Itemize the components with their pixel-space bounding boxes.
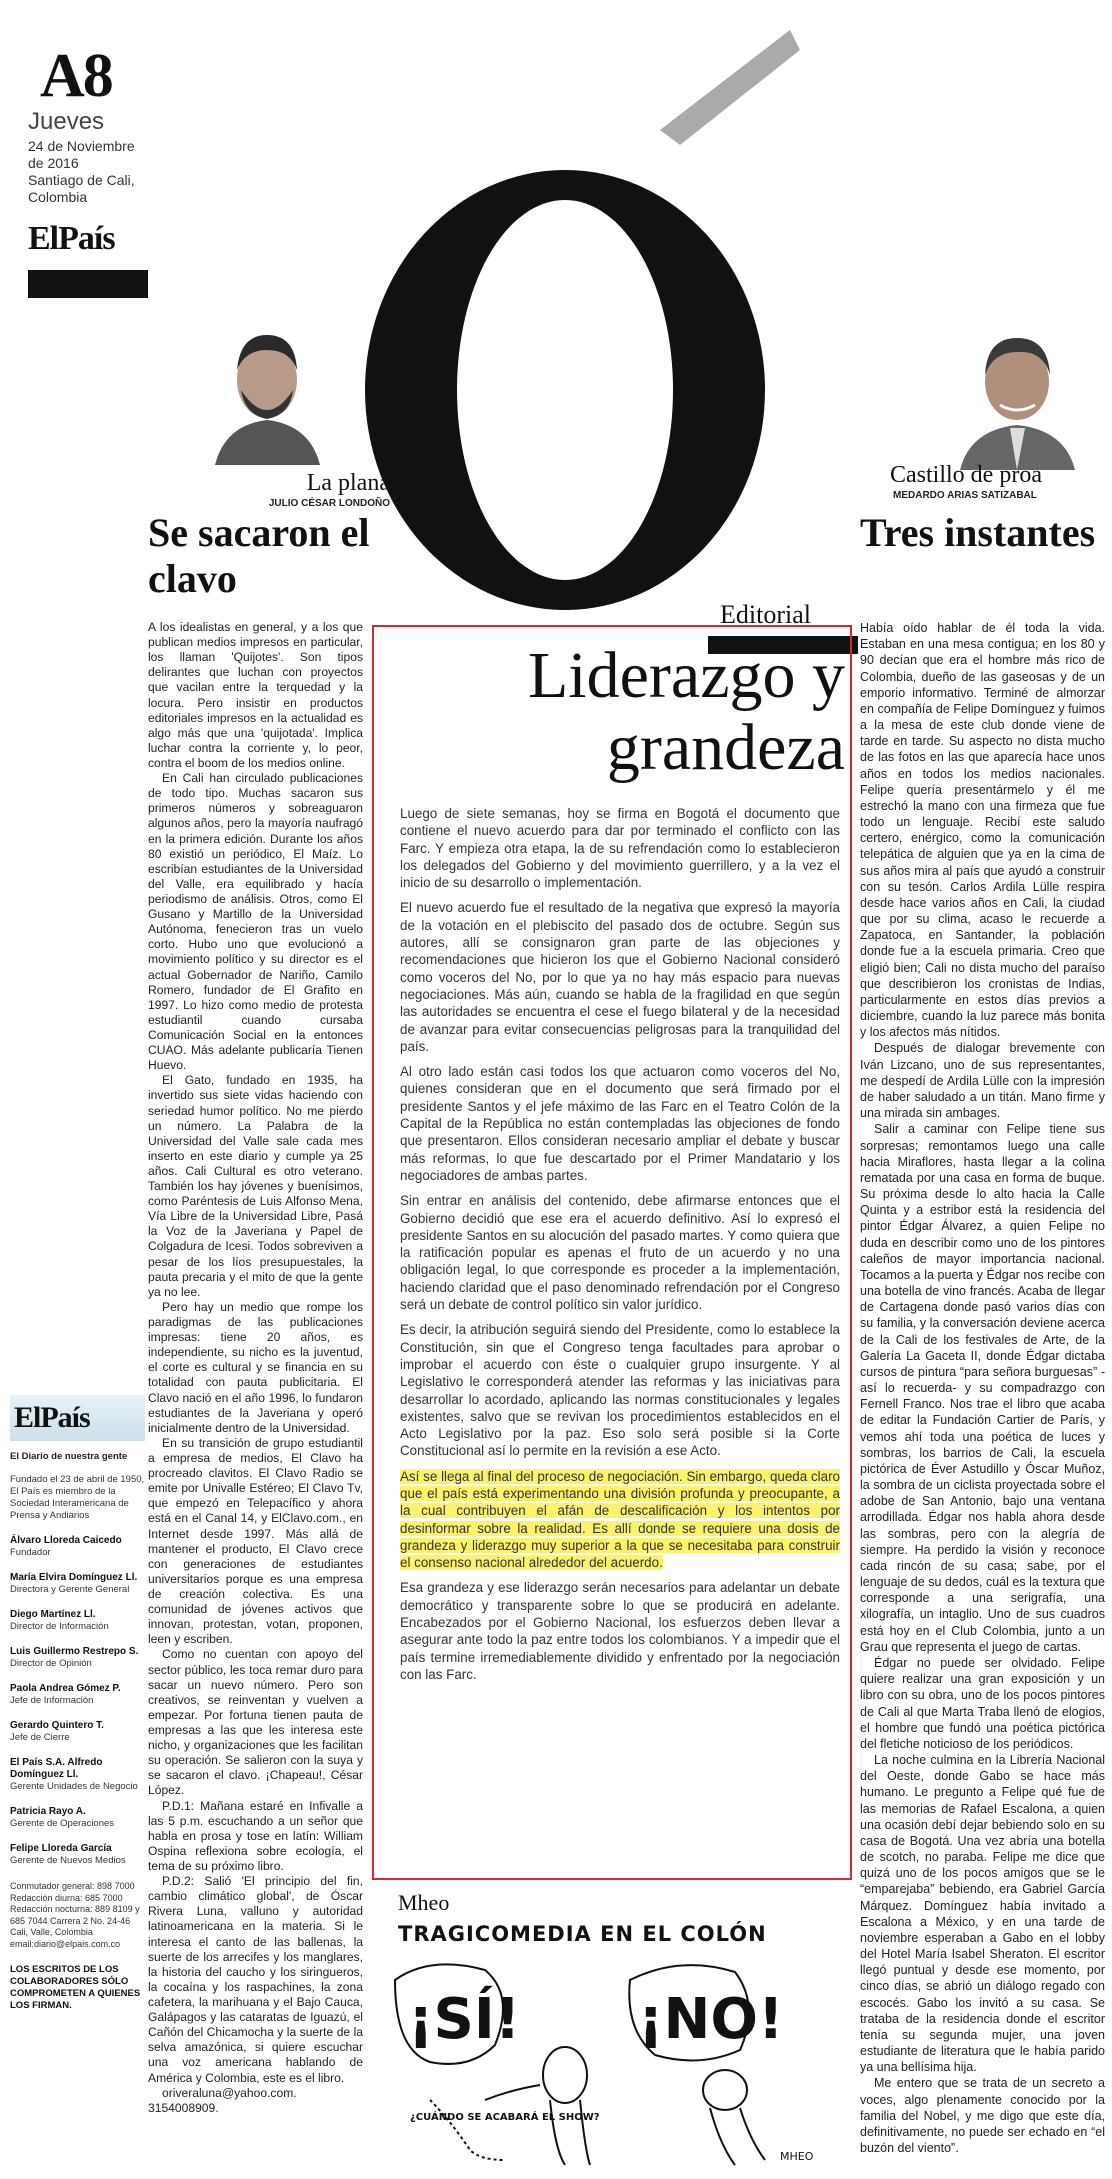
sidebar-logo: ElPaís: [10, 1395, 145, 1441]
paragraph: Salir a caminar con Felipe tiene sus sorpresas; remontamos luego una calle hacia Miraflores, hasta llegar a la colina rematada por una casa en forma de buque. Su próxima desde lo alto hacia la Calle Quinta y a estribor está la residencia del pintor Édgar Álvarez, a quien Felipe no duda en describir como uno de los pintores caleños de mayor importancia nacional. Tocamos a la puerta y Édgar nos recibe con una botella de vino francés. Acaba de llegar de Cartagena donde pasó varios días con su familia, y la conversación deviene acerca de la Cali de los festivales de Arte, de la Galería La Gaceta II, donde Édgar dictaba cursos de pintura “para señora burguesas” -así lo recuerda- y su compadrazgo con Fernell Franco. Nos trae el libro que acaba de editar la Fundación Cartier de París, y vemos ahí toda una poética de luces y sombras, los barrios de Cali, la escuela pictórica de Éver Astudillo y Óscar Muñoz, la sombra de un ciclista proyectada sobre el adobe de San Antonio, bajo una ventana arrodillada. Édgar nos habla ahora desde las sombras, pero con la alegría de siempre. Ha perdido la visión y reconoce cada rincón de su casa; sabe, por el lenguaje de su dedos, cuál es la textura que corresponde a una serigrafía, una xilografía, un intaglio. Uno de sus cuadros está hoy en el Club Colombia, junto a un Grau que representa el juego de cartas.: [860, 1122, 1105, 1654]
author-right: MEDARDO ARIAS SATIZABAL: [893, 490, 1037, 501]
columnist-photo-left: [205, 315, 330, 465]
editorial-body: [400, 805, 840, 1691]
staff-entry: Álvaro Lloreda Caicedo Fundador: [10, 1535, 122, 1558]
staff-entry: María Elvira Domínguez Ll. Directora y Gerente General: [10, 1572, 138, 1595]
paragraph: El nuevo acuerdo fue el resultado de la negativa que expresó la mayoría de la votación en el plebiscito del pasado dos de octubre. Según sus autores, allí se consignaron gran parte de las objeciones y recomendaciones que hicieron los que el Gobierno Nacional consideró como voceros del No, por lo que ya no hay más espacio para nuevas negociaciones. Más aún, cuando se habla de la fragilidad en que según las autoridades se encuentra el cese el fuego bilateral y de la necesidad de avanzar para evitar consecuencias peligrosas para la tranquilidad del país.: [400, 900, 840, 1054]
date-line: Santiago de Cali,: [28, 172, 135, 188]
paragraph: Édgar no puede ser olvidado. Felipe quiere realizar una gran exposición y un libro con su obra, uno de los pocos pintores de Cali al que Marta Traba llenó de elogios, el hombre que fundó una poética pictórica del fletiche noticioso de los periódicos.: [860, 1656, 1105, 1751]
cartoon-signature: Mheo: [398, 1890, 450, 1915]
paragraph: Me entero que se trata de un secreto a voces, algo plenamente conocido por la familia del Nobel, y me digo que este día, definitivamente, no puede ser echado en “el buzón del viento”.: [860, 2076, 1105, 2156]
staff-entry: Paola Andrea Gómez P. Jefe de Información: [10, 1683, 121, 1706]
weekday: Jueves: [28, 108, 105, 135]
newspaper-logo: ElPaís: [28, 220, 115, 257]
paragraph: A los idealistas en general, y a los que publican medios impresos en particular, los llaman 'Quijotes'. Son tipos delirantes que luchan con proyectos que vacilan entre la terquedad y la locura. Pero insistir en productos editoriales impresos en la actualidad es algo más que una 'quijotada'. Implica luchar contra la corriente y, lo peor, contra el boom de los medios online.: [148, 620, 363, 770]
paragraph: Como no cuentan con apoyo del sector público, les toca remar duro para sacar un nuevo número. Pero son creativos, se reinventan y vuelven a empezar. Por fortuna tienen pauta de empresas a las que les interesa este nicho, y organizaciones que les facilitan su operación. Se salieron con la suya y se sacaron el clavo. ¡Chapeau!, César López.: [148, 1647, 363, 1798]
staff-entry: Diego Martínez Ll. Director de Información: [10, 1609, 109, 1632]
section-letter-text: O: [330, 30, 331, 31]
paragraph: La noche culmina en la Librería Nacional del Oeste, donde Gabo se hace más humano. Le pregunto a Felipe qué fue de las memorias de Rafael Escalona, a quien una ocasión debí dejar bebiendo solo en su casa de Bogotá. Una vez abría una botella de scotch, no paraba. Felipe me dice que quizá uno de los pocos amigos que se le “emparejaba” bebiendo, era Gabriel García Márquez. Domínguez había invitado a Escalona a México, y en una tarde de noviembre esperaban a Gabo en el lobby del Hotel María Isabel Sheraton. El escritor llegó puntual y desde ese momento, por cinco días, se abrió un diálogo regado con escocés. Gabo los invitó a su casa. Se trataba de la residencia donde el escritor tenía su segunda mujer, una joven estudiante de literatura que le había parido ya una bellísima hija.: [860, 1753, 1105, 2075]
cartoon-title: TRAGICOMEDIA EN EL COLÓN: [398, 1922, 767, 1946]
paragraph: P.D.1: Mañana estaré en Infivalle a las 5 p.m. escuchando a un señor que habla en prosa y tose en latín: William Ospina reflexiona sobre ecología, el tema de su próximo libro.: [148, 1798, 363, 1873]
editorial-title: Liderazgo y grandeza: [527, 639, 845, 784]
paragraph: Después de dialogar brevemente con Iván Lizcano, uno de sus representantes, me despedí de Ardila Lülle con la impresión de haber saludado a un titán. Mano firme y una mirada sin ambages.: [860, 1041, 1105, 1121]
phone: 3154008909.: [148, 2100, 219, 2115]
staff-entry: Luis Guillermo Restrepo S. Director de Opinión: [10, 1646, 139, 1669]
editorial-label: Editorial: [720, 600, 811, 629]
staff-entry: Patricia Rayo A. Gerente de Operaciones: [10, 1806, 115, 1829]
headline-right: Tres instantes: [860, 510, 1096, 555]
date-line: de 2016: [28, 155, 79, 171]
sidebar-contact: Conmutador general: 898 7000 Redacción diurna: 685 7000 Redacción nocturna: 889 8109 y 685 7044 Carrera 2 No. 24-46 Cali, Valle, Colombia email:diario@elpais.com.co: [10, 1881, 140, 1949]
staff-entry: Gerardo Quintero T. Jefe de Cierre: [10, 1720, 104, 1743]
paragraph: Había oído hablar de él toda la vida. Estaban en una mesa contigua; en los 80 y 90 decían que era el hombre más rico de Colombia, dueño de las gaseosas y de un emporio informativo. Terminé de almorzar en compañía de Felipe Domínguez y fuimos a la mesa de este club donde viene de tarde en tarde. Su aspecto no dista mucho de las fotos en las que aparecía hace unos años en todos los medios nacionales. Felipe quería presentármelo y él me estrechó la mano con una firmeza que fue todo un lenguaje. Recibí este saludo certero, enérgico, como la comunicación telepática de alguien que ya en la cima de sus años mira al país que ayudó a construir con su tesón. Carlos Ardila Lülle respira desde hace varios años en Cali, la ciudad que por su clima, acaso le recuerde a Zapatoca, en Santander, la población donde fue a la escuela primaria. Creo que eligió bien; Cali no dista mucho del paraíso que describieron los cronistas de Indias, particularmente en estos días previos a diciembre, cuando la luz parece más bonita y los afectos más nítidos.: [860, 621, 1105, 1040]
left-column-body: [148, 620, 363, 2116]
sidebar-founded: Fundado el 23 de abril de 1950, El País es miembro de la Sociedad Interamericana de Prensa y Andiarios: [10, 1474, 145, 1521]
right-column-body: [860, 620, 1105, 2156]
paragraph: P.D.2: Salió 'El principio del fin, cambio climático global', de Óscar Rivera Luna, valluno y autoridad latinoamericana en la materia. Si le interesa el canto de las ballenas, la suerte de los arrecifes y los manglares, la historia del caucho y los siringueros, la cocaína y los raspachines, la zona cafetera, la marihuana y el Bajo Cauca, Galápagos y las cataratas de Iguazú, el Cañón del Chicamocha y la suerte de la selva amazónica, si quiere escuchar una voz americana hablando de América y Colombia, este es el libro.: [148, 1874, 363, 2085]
cartoon-speech-si: ¡SÍ!: [408, 1987, 521, 2052]
page-number: A8: [40, 42, 112, 110]
headline-left: Se sacaron el clavo: [148, 510, 370, 601]
paragraph: Pero hay un medio que rompe los paradigmas de las publicaciones impresas: tiene 20 años, es independiente, su nicho es la juventud, el corte es cultural y se financia en su totalidad con pauta publicitaria. El Clavo nació en el año 1996, lo fundaron estudiantes de la Javeriana y operó inicialmente dentro de la Universidad.: [148, 1299, 363, 1435]
paragraph: Es decir, la atribución seguirá siendo del Presidente, como lo establece la Constitución, sin que el Congreso tenga facultades para aprobar o improbar el acuerdo con éste o cualquier grupo insurgente. Y al Legislativo le corresponderá atender las reformas y las iniciativas para desarrollar lo acordado, aplicando las normas constitucionales y legales existentes, salvo que se revivan los procedimientos establecidos en el Acto Legislativo por la paz. Eso solo será posible si la Corte Constitucional así lo permite en la revisión a ese Acto.: [400, 1322, 840, 1459]
highlighted-paragraph: Así se llega al final del proceso de negociación. Sin embargo, queda claro que el país está experimentando una división profunda y preocupante, a la cual contribuyen el afán de descalificación y los intentos por desinformar sobre la realidad. Es allí donde se requiere una dosis de grandeza y liderazgo muy superior a la que se necesitaba para construir el consenso nacional alrededor del acuerdo.: [400, 1468, 840, 1571]
paragraph: En su transición de grupo estudiantil a empresa de medios, El Clavo ha procreado clavitos. El Clavo Radio se emite por Univalle Estéreo; El Clavo Tv, que empezó en Telepacífico y ahora está en el Canal 14, y ElClavo.com., en Internet desde 1997. Más allá de mantener el producto, El Clavo crece con generaciones de estudiantes universitarios porque es una empresa de creación colectiva. Es una comunidad de jóvenes activos que innovan, protestan, votan, proponen, leen y escriben.: [148, 1435, 363, 1647]
paragraph: Luego de siete semanas, hoy se firma en Bogotá el documento que contiene el nuevo acuerdo para dar por terminado el conflicto con las Farc. Y empieza otra etapa, la de su refrendación como lo establecieron los delegados del Gobierno y del movimiento guerrillero, y a la vez el inicio de su desarrollo o implementación.: [400, 806, 840, 891]
sidebar-disclaimer: LOS ESCRITOS DE LOS COLABORADORES SÓLO COMPROMETEN A QUIENES LOS FIRMAN.: [10, 1964, 141, 2011]
staff-entry: Felipe Lloreda García Gerente de Nuevos Medios: [10, 1843, 126, 1866]
cartoon-drawing: [390, 1950, 850, 2170]
cartoon-caption: ¿CUÁNDO SE ACABARÁ EL SHOW?: [410, 2112, 600, 2123]
masthead-sidebar: [10, 1395, 145, 2012]
paragraph: Esa grandeza y ese liderazgo serán necesarios para adelantar un debate democrático y transparente sobre lo que se producirá en adelante. Encabezados por el Gobierno Nacional, los esfuerzos deben llevar a asegurar ante todo la paz entre todos los colombianos. Y a impedir que el país termine irremediablemente dividido y enfrentado por la negociación con las Farc.: [400, 1580, 840, 1682]
cartoon-speech-no: ¡NO!: [638, 1987, 784, 2052]
paragraph: El Gato, fundado en 1935, ha invertido sus siete vidas haciendo con seriedad humor político. No me pierdo un número. La Palabra de la Universidad del Valle sale cada mes inserto en este diario y cumple ya 25 años. Cali Cultural es otro veterano. También los hay jóvenes y buenísimos, como Paréntesis de Luis Alfonso Mena, Vía Libre de la Universidad Libre, Pasá la Voz de la Javeriana y Papel de Colgadura de Icesi. Todos sobreviven a pesar de los líos presupuestales, la pauta precaria y el mito de que la gente ya no lee.: [148, 1073, 363, 1299]
sidebar-tagline: El Diario de nuestra gente: [10, 1451, 128, 1462]
dateline: [28, 138, 168, 206]
column-name-left: La plana: [306, 470, 390, 496]
paragraph: Sin entrar en análisis del contenido, debe afirmarse entonces que el Gobierno decidió que ese era el acuerdo definitivo. Así lo expresó el presidente Santos en su alocución del pasado martes. Y como quiera que la ratificación popular es apenas el fruto de un acuerdo y no una obligación legal, lo que corresponde es proceder a la implementación, haciendo claridad que el paso denominado refrendación por el Congreso será un debate de control político sin valor jurídico.: [400, 1193, 840, 1313]
paragraph: En Cali han circulado publicaciones de todo tipo. Muchas sacaron sus primeros números y sobreaguaron algunos años, pero la mayoría naufragó en la primera edición. Durante los años 80 existió un periódico, El Maíz. Lo escribían estudiantes de la Universidad del Valle, era equilibrado y hacía periodismo de análisis. Otros, como El Gusano y Martillo de la Universidad Autónoma, fenecieron tras un vuelo corto. Hubo uno que evolucionó a movimiento político y su director es el actual Gobernador de Nariño, Camilo Romero, fundador de El Grafito en 1997. Lo hizo como medio de protesta estudiantil cuando cursaba Comunicación Social en la entonces CUAO. Más adelante publicaría Tienen Huevo.: [148, 771, 363, 1073]
cartoon-artist-mark: MHEO: [780, 2150, 814, 2163]
date-line: Colombia: [28, 189, 88, 205]
author-left: JULIO CÉSAR LONDOÑO: [268, 498, 390, 509]
section-bar: [28, 270, 148, 298]
column-name-right: Castillo de proa: [890, 462, 1042, 488]
email: oriveraluna@yahoo.com.: [162, 2085, 297, 2100]
paragraph: Al otro lado están casi todos los que actuaron como voceros del No, quienes consideran que en el documento que será firmado por el presidente Santos y el jefe máximo de las Farc en el Teatro Colón de la Capital de la República no están contempladas las objeciones de fondo que presentaron. Ellos consideran necesario ampliar el debate y buscar más reformas, lo que fue descartado por el Primer Mandatario y los negociadores de ambas partes.: [400, 1064, 840, 1183]
staff-entry: El País S.A. Alfredo Domínguez Ll. Gerente Unidades de Negocio: [10, 1757, 138, 1792]
date-line: 24 de Noviembre: [28, 138, 135, 154]
columnist-photo-right: [955, 320, 1080, 470]
